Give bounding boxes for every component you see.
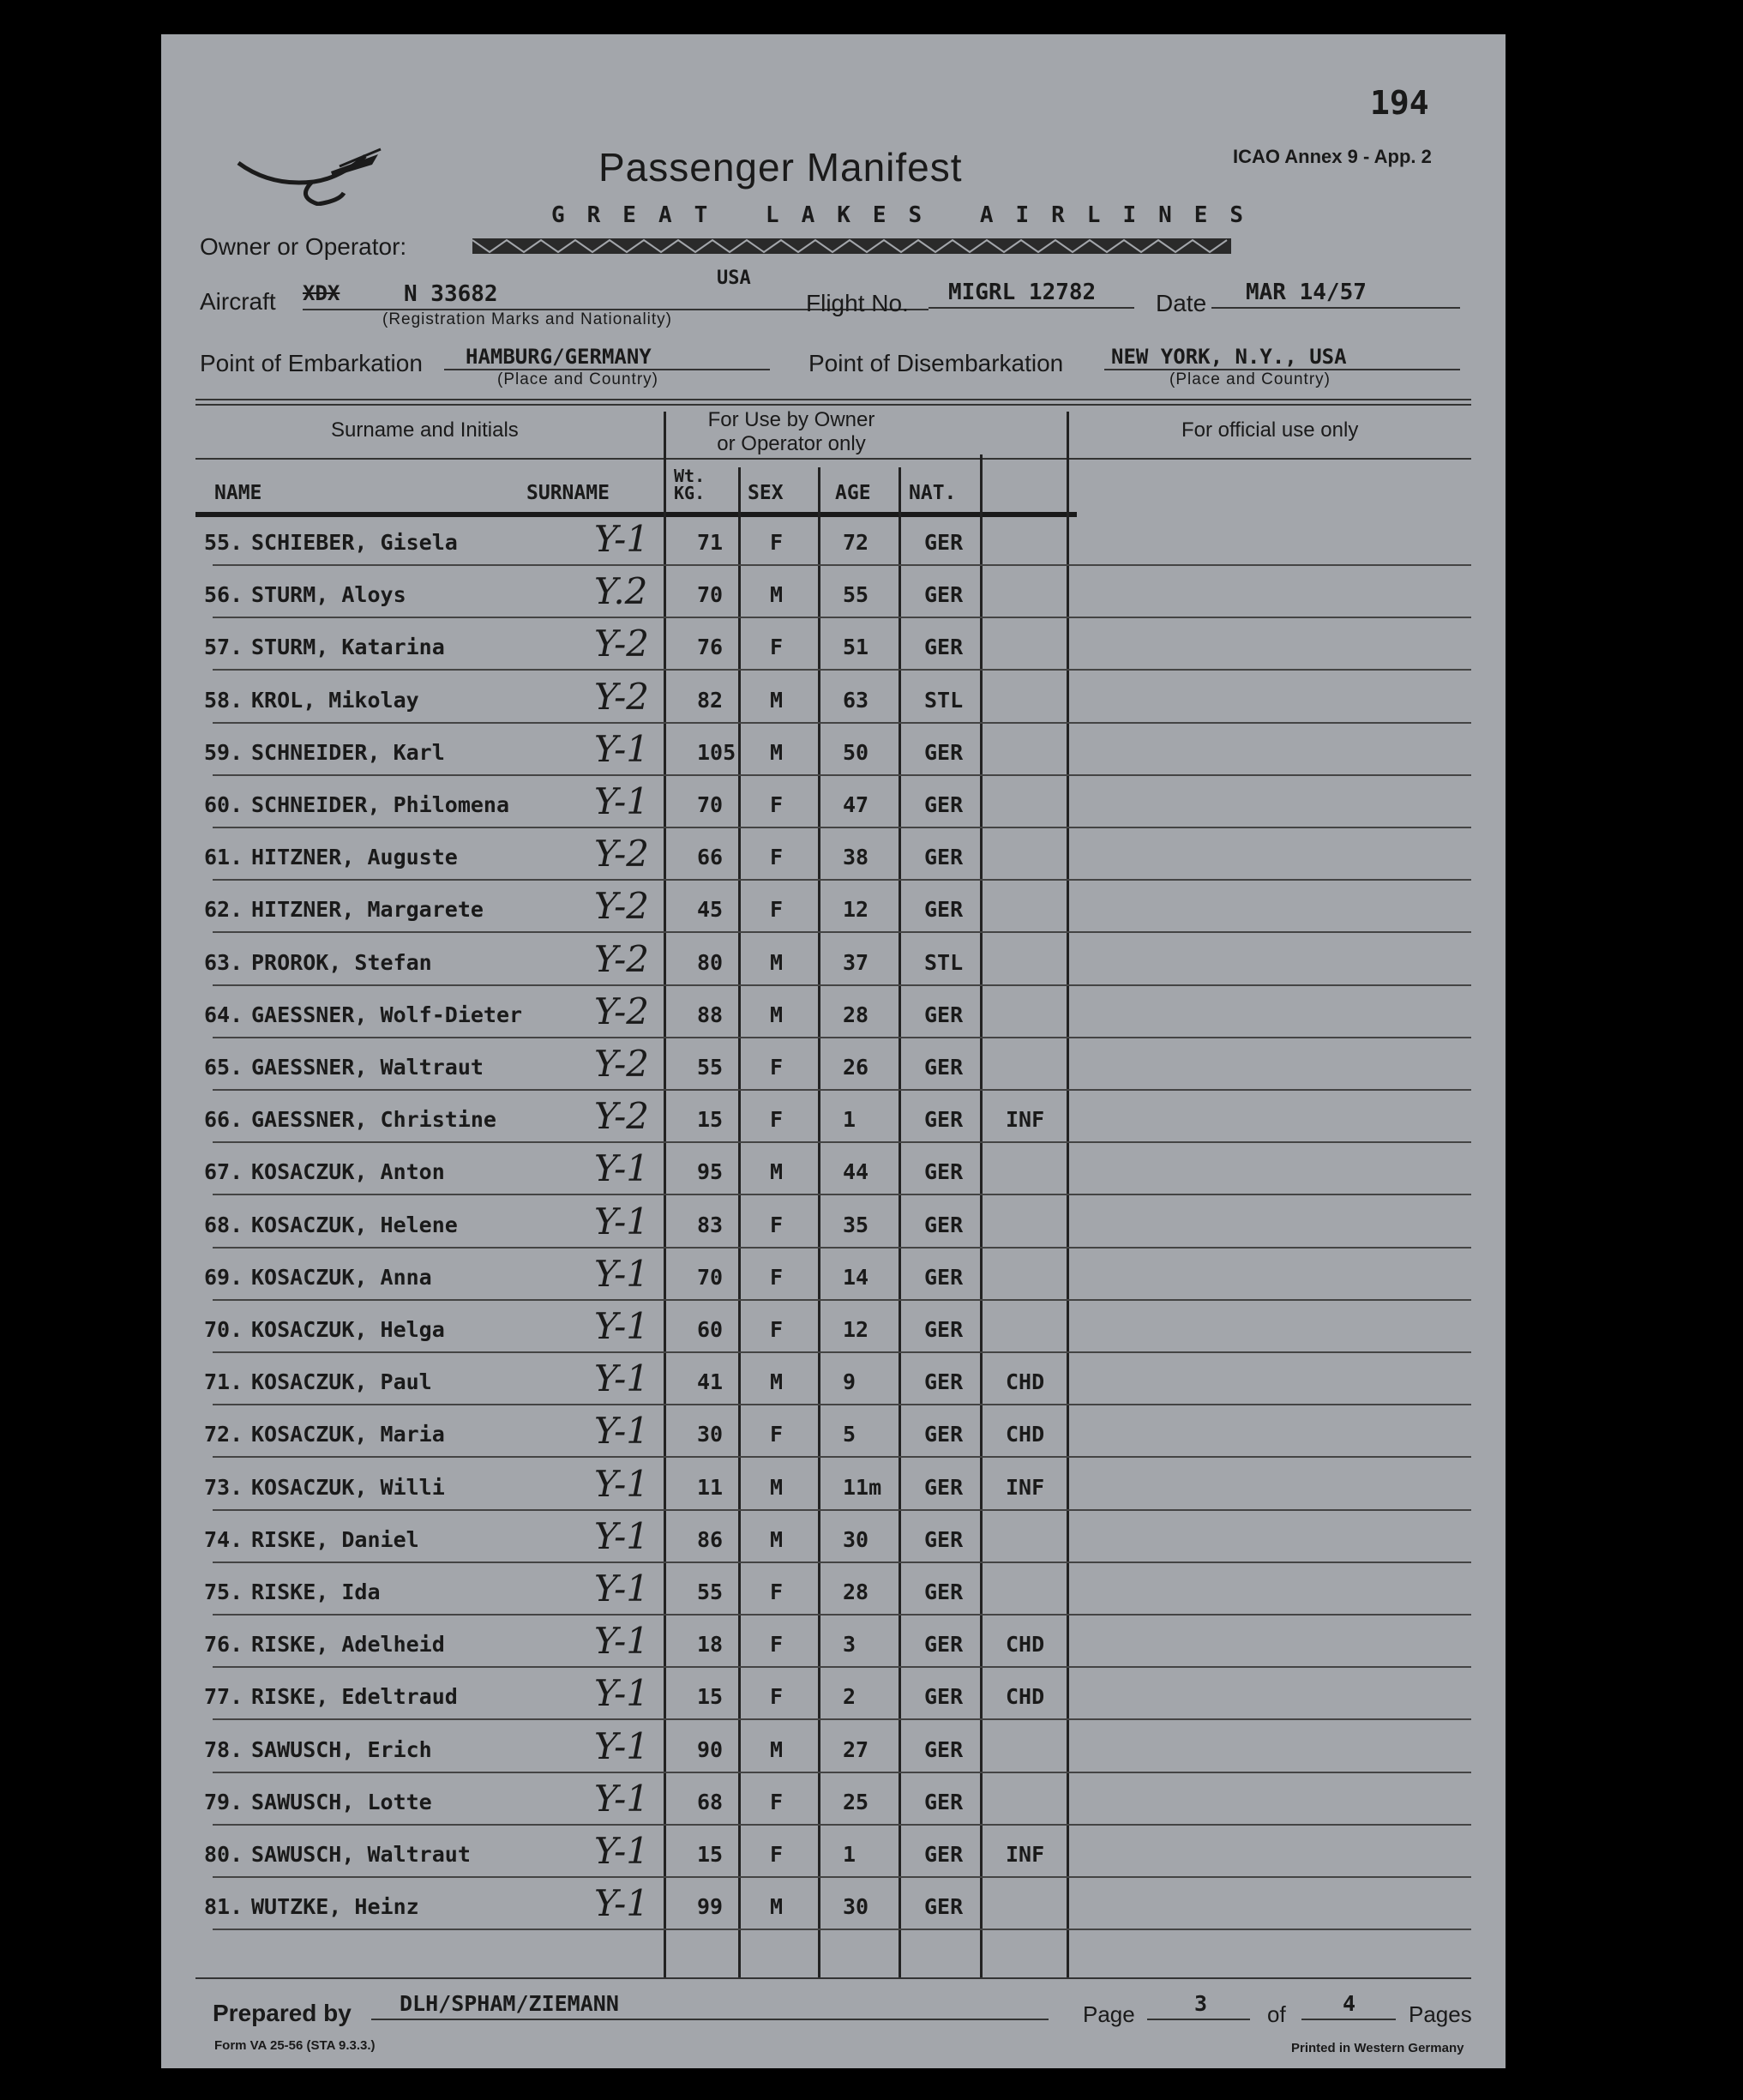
prepared-by-value: DLH/SPHAM/ZIEMANN xyxy=(400,1991,619,2016)
total-pages: 4 xyxy=(1343,1991,1356,2016)
weight-value: 90 xyxy=(697,1737,724,1762)
column-header-age: AGE xyxy=(835,482,871,504)
class-mark: Y-2 xyxy=(594,623,650,665)
of-label: of xyxy=(1267,2001,1286,2027)
nationality-value: GER xyxy=(924,1369,964,1394)
row-rule xyxy=(213,1509,1471,1511)
nationality-value: GER xyxy=(924,1317,964,1342)
class-mark: Y-2 xyxy=(594,676,650,718)
row-rule xyxy=(213,1141,1471,1143)
class-mark: Y.2 xyxy=(594,570,648,612)
row-number: 69. xyxy=(204,1265,243,1290)
passenger-name: HITZNER, Margarete xyxy=(251,897,484,922)
owner-label: Owner or Operator: xyxy=(200,233,407,260)
row-number: 65. xyxy=(204,1055,243,1080)
prepared-by-label: Prepared by xyxy=(213,2000,352,2026)
embarkation-caption: (Place and Country) xyxy=(497,370,658,388)
weight-value: 71 xyxy=(697,530,724,555)
weight-value: 15 xyxy=(697,1107,724,1132)
sex-value: F xyxy=(770,845,784,869)
nationality-value: GER xyxy=(924,1894,964,1919)
row-rule xyxy=(213,617,1471,618)
sex-value: F xyxy=(770,1842,784,1867)
note-value: CHD xyxy=(1006,1684,1045,1709)
row-number: 57. xyxy=(204,635,243,659)
row-number: 78. xyxy=(204,1737,243,1762)
class-mark: Y-2 xyxy=(594,1095,650,1137)
redacted-owner xyxy=(472,233,1231,259)
row-number: 80. xyxy=(204,1842,243,1867)
passenger-name: KOSACZUK, Paul xyxy=(251,1369,432,1394)
row-rule xyxy=(213,1351,1471,1353)
embarkation-label: Point of Embarkation xyxy=(200,350,423,376)
class-mark: Y-1 xyxy=(594,1830,650,1872)
disembarkation-value: NEW YORK, N.Y., USA xyxy=(1111,345,1347,369)
class-mark: Y-1 xyxy=(594,1778,650,1820)
passenger-name: KROL, Mikolay xyxy=(251,688,419,713)
nationality-value: GER xyxy=(924,845,964,869)
registration-value: N 33682 xyxy=(404,281,498,307)
flight-number: MIGRL 12782 xyxy=(948,280,1097,305)
sex-value: M xyxy=(770,1159,784,1184)
flight-date: MAR 14/57 xyxy=(1246,280,1367,305)
row-rule xyxy=(213,1772,1471,1773)
class-mark: Y-1 xyxy=(594,1253,650,1295)
sex-value: F xyxy=(770,1684,784,1709)
nationality-value: GER xyxy=(924,1580,964,1604)
row-number: 74. xyxy=(204,1527,243,1552)
weight-value: 45 xyxy=(697,897,724,922)
column-header-sex: SEX xyxy=(748,482,784,504)
age-value: 3 xyxy=(843,1632,856,1657)
weight-value: 70 xyxy=(697,582,724,607)
document-title: Passenger Manifest xyxy=(598,145,963,190)
row-number: 75. xyxy=(204,1580,243,1604)
group-header-owner-use: For Use by Owner or Operator only xyxy=(707,408,875,455)
sex-value: F xyxy=(770,1055,784,1080)
column-header-surname: SURNAME xyxy=(526,482,610,504)
sex-value: M xyxy=(770,1527,784,1552)
class-mark: Y-1 xyxy=(594,780,650,822)
nationality-value: GER xyxy=(924,1475,964,1500)
sex-value: F xyxy=(770,530,784,555)
weight-value: 68 xyxy=(697,1790,724,1814)
row-number: 55. xyxy=(204,530,243,555)
row-number: 59. xyxy=(204,740,243,765)
passenger-name: RISKE, Ida xyxy=(251,1580,381,1604)
class-mark: Y-1 xyxy=(594,518,650,560)
passenger-name: SCHNEIDER, Karl xyxy=(251,740,445,765)
weight-value: 99 xyxy=(697,1894,724,1919)
aircraft-prefix: XDX xyxy=(303,281,340,305)
row-rule xyxy=(213,1404,1471,1405)
weight-value: 80 xyxy=(697,950,724,975)
row-number: 56. xyxy=(204,582,243,607)
age-value: 1 xyxy=(843,1842,856,1867)
row-rule xyxy=(213,984,1471,986)
age-value: 30 xyxy=(843,1894,869,1919)
sex-value: M xyxy=(770,1475,784,1500)
row-number: 71. xyxy=(204,1369,243,1394)
nationality-value: GER xyxy=(924,792,964,817)
nationality-value: GER xyxy=(924,1684,964,1709)
column-header-name: NAME xyxy=(214,482,262,504)
sex-value: F xyxy=(770,1212,784,1237)
sex-value: F xyxy=(770,1107,784,1132)
row-rule xyxy=(213,1194,1471,1195)
passenger-name: KOSACZUK, Anna xyxy=(251,1265,432,1290)
age-value: 28 xyxy=(843,1580,869,1604)
passenger-name: RISKE, Adelheid xyxy=(251,1632,445,1657)
note-value: CHD xyxy=(1006,1422,1045,1447)
passenger-name: SAWUSCH, Erich xyxy=(251,1737,432,1762)
passenger-name: PROROK, Stefan xyxy=(251,950,432,975)
weight-value: 95 xyxy=(697,1159,724,1184)
sex-value: F xyxy=(770,635,784,659)
class-mark: Y-1 xyxy=(594,1410,650,1452)
passenger-name: SCHIEBER, Gisela xyxy=(251,530,458,555)
nationality-value: GER xyxy=(924,1107,964,1132)
note-value: CHD xyxy=(1006,1369,1045,1394)
row-rule xyxy=(213,1089,1471,1091)
passenger-name: GAESSNER, Christine xyxy=(251,1107,496,1132)
sex-value: M xyxy=(770,582,784,607)
weight-value: 83 xyxy=(697,1212,724,1237)
passenger-name: KOSACZUK, Anton xyxy=(251,1159,445,1184)
group-header-surname: Surname and Initials xyxy=(331,418,519,442)
nationality-value: GER xyxy=(924,1527,964,1552)
sex-value: M xyxy=(770,1894,784,1919)
row-rule xyxy=(213,722,1471,724)
sex-value: M xyxy=(770,950,784,975)
row-rule xyxy=(213,1037,1471,1038)
weight-value: 30 xyxy=(697,1422,724,1447)
row-rule xyxy=(213,879,1471,881)
class-mark: Y-2 xyxy=(594,990,650,1032)
class-mark: Y-1 xyxy=(594,1725,650,1767)
disembarkation-label: Point of Disembarkation xyxy=(808,350,1064,376)
nationality-value: GER xyxy=(924,1842,964,1867)
age-value: 28 xyxy=(843,1002,869,1027)
column-header-weight: Wt. KG. xyxy=(674,466,706,503)
registration-caption: (Registration Marks and Nationality) xyxy=(382,310,673,328)
age-value: 72 xyxy=(843,530,869,555)
weight-value: 60 xyxy=(697,1317,724,1342)
weight-value: 86 xyxy=(697,1527,724,1552)
class-mark: Y-1 xyxy=(594,1305,650,1347)
row-number: 61. xyxy=(204,845,243,869)
age-value: 14 xyxy=(843,1265,869,1290)
weight-value: 55 xyxy=(697,1580,724,1604)
weight-value: 18 xyxy=(697,1632,724,1657)
nationality-value: GER xyxy=(924,1212,964,1237)
passenger-name: SAWUSCH, Lotte xyxy=(251,1790,432,1814)
sex-value: F xyxy=(770,1422,784,1447)
nationality-value: GER xyxy=(924,1422,964,1447)
age-value: 47 xyxy=(843,792,869,817)
embarkation-value: HAMBURG/GERMANY xyxy=(466,345,652,369)
weight-value: 66 xyxy=(697,845,724,869)
age-value: 27 xyxy=(843,1737,869,1762)
nationality-value: GER xyxy=(924,897,964,922)
row-number: 67. xyxy=(204,1159,243,1184)
class-mark: Y-1 xyxy=(594,1672,650,1714)
age-value: 25 xyxy=(843,1790,869,1814)
age-value: 44 xyxy=(843,1159,869,1184)
weight-value: 11 xyxy=(697,1475,724,1500)
age-value: 37 xyxy=(843,950,869,975)
passenger-name: WUTZKE, Heinz xyxy=(251,1894,419,1919)
row-number: 58. xyxy=(204,688,243,713)
pages-label: Pages xyxy=(1409,2001,1472,2027)
row-number: 70. xyxy=(204,1317,243,1342)
nationality-value: GER xyxy=(924,740,964,765)
age-value: 12 xyxy=(843,1317,869,1342)
form-id: Form VA 25-56 (STA 9.3.3.) xyxy=(214,2038,376,2053)
row-rule xyxy=(213,1876,1471,1878)
row-number: 72. xyxy=(204,1422,243,1447)
weight-value: 70 xyxy=(697,792,724,817)
nationality-value: GER xyxy=(924,1790,964,1814)
class-mark: Y-2 xyxy=(594,938,650,980)
sex-value: F xyxy=(770,1632,784,1657)
row-number: 64. xyxy=(204,1002,243,1027)
sex-value: F xyxy=(770,1265,784,1290)
group-header-official: For official use only xyxy=(1181,418,1359,442)
date-label: Date xyxy=(1156,290,1207,316)
weight-value: 15 xyxy=(697,1684,724,1709)
passenger-name: SAWUSCH, Waltraut xyxy=(251,1842,471,1867)
passenger-name: KOSACZUK, Maria xyxy=(251,1422,445,1447)
age-value: 11m xyxy=(843,1475,882,1500)
sex-value: F xyxy=(770,1790,784,1814)
age-value: 9 xyxy=(843,1369,856,1394)
weight-value: 15 xyxy=(697,1842,724,1867)
age-value: 55 xyxy=(843,582,869,607)
age-value: 30 xyxy=(843,1527,869,1552)
row-rule xyxy=(213,1299,1471,1301)
row-number: 62. xyxy=(204,897,243,922)
row-rule xyxy=(213,1614,1471,1616)
row-rule xyxy=(213,669,1471,671)
passenger-name: RISKE, Daniel xyxy=(251,1527,419,1552)
row-number: 76. xyxy=(204,1632,243,1657)
nationality-value: GER xyxy=(924,635,964,659)
weight-value: 76 xyxy=(697,635,724,659)
nationality-value: USA xyxy=(717,268,751,289)
age-value: 50 xyxy=(843,740,869,765)
row-rule xyxy=(213,931,1471,933)
row-number: 63. xyxy=(204,950,243,975)
weight-value: 70 xyxy=(697,1265,724,1290)
class-mark: Y-1 xyxy=(594,1463,650,1505)
age-value: 51 xyxy=(843,635,869,659)
class-mark: Y-2 xyxy=(594,885,650,927)
row-number: 79. xyxy=(204,1790,243,1814)
passenger-name: HITZNER, Auguste xyxy=(251,845,458,869)
column-header-nationality: NAT. xyxy=(909,482,957,504)
note-value: INF xyxy=(1006,1842,1045,1867)
sex-value: F xyxy=(770,897,784,922)
class-mark: Y-1 xyxy=(594,1620,650,1662)
row-number: 60. xyxy=(204,792,243,817)
row-number: 77. xyxy=(204,1684,243,1709)
page-label: Page xyxy=(1083,2001,1135,2027)
class-mark: Y-1 xyxy=(594,728,650,770)
sex-value: M xyxy=(770,740,784,765)
nationality-value: GER xyxy=(924,582,964,607)
row-rule xyxy=(213,1718,1471,1720)
row-rule xyxy=(213,774,1471,776)
passenger-name: KOSACZUK, Willi xyxy=(251,1475,445,1500)
airline-name: GREAT LAKES AIRLINES xyxy=(551,202,1266,228)
page-number: 194 xyxy=(1370,84,1429,122)
age-value: 1 xyxy=(843,1107,856,1132)
row-number: 73. xyxy=(204,1475,243,1500)
row-rule xyxy=(213,1561,1471,1563)
passenger-name: SCHNEIDER, Philomena xyxy=(251,792,510,817)
sex-value: F xyxy=(770,792,784,817)
class-mark: Y-2 xyxy=(594,833,650,875)
page-value: 3 xyxy=(1194,1991,1208,2016)
crane-logo-icon xyxy=(237,146,382,206)
row-rule xyxy=(213,1824,1471,1826)
sex-value: M xyxy=(770,1002,784,1027)
class-mark: Y-2 xyxy=(594,1043,650,1085)
passenger-name: GAESSNER, Wolf-Dieter xyxy=(251,1002,523,1027)
passenger-name: KOSACZUK, Helene xyxy=(251,1212,458,1237)
nationality-value: GER xyxy=(924,1265,964,1290)
weight-value: 105 xyxy=(697,740,736,765)
note-value: INF xyxy=(1006,1107,1045,1132)
nationality-value: STL xyxy=(924,950,964,975)
sex-value: M xyxy=(770,688,784,713)
age-value: 35 xyxy=(843,1212,869,1237)
passenger-name: GAESSNER, Waltraut xyxy=(251,1055,484,1080)
nationality-value: GER xyxy=(924,530,964,555)
weight-value: 88 xyxy=(697,1002,724,1027)
row-number: 68. xyxy=(204,1212,243,1237)
passenger-name: KOSACZUK, Helga xyxy=(251,1317,445,1342)
row-rule xyxy=(213,827,1471,828)
passenger-name: RISKE, Edeltraud xyxy=(251,1684,458,1709)
flight-label: Flight No. xyxy=(806,290,909,316)
sex-value: M xyxy=(770,1369,784,1394)
passenger-name: STURM, Aloys xyxy=(251,582,406,607)
nationality-value: GER xyxy=(924,1055,964,1080)
weight-value: 82 xyxy=(697,688,724,713)
age-value: 26 xyxy=(843,1055,869,1080)
passenger-name: STURM, Katarina xyxy=(251,635,445,659)
row-rule xyxy=(213,1247,1471,1249)
disembarkation-caption: (Place and Country) xyxy=(1169,370,1331,388)
row-rule xyxy=(213,1456,1471,1458)
sex-value: F xyxy=(770,1317,784,1342)
row-rule xyxy=(213,1929,1471,1930)
age-value: 5 xyxy=(843,1422,856,1447)
icao-reference: ICAO Annex 9 - App. 2 xyxy=(1233,146,1432,167)
row-rule xyxy=(213,564,1471,566)
aircraft-label: Aircraft xyxy=(200,288,276,315)
note-value: CHD xyxy=(1006,1632,1045,1657)
weight-value: 41 xyxy=(697,1369,724,1394)
class-mark: Y-1 xyxy=(594,1147,650,1189)
sex-value: M xyxy=(770,1737,784,1762)
class-mark: Y-1 xyxy=(594,1357,650,1399)
nationality-value: GER xyxy=(924,1159,964,1184)
nationality-value: GER xyxy=(924,1737,964,1762)
sex-value: F xyxy=(770,1580,784,1604)
age-value: 63 xyxy=(843,688,869,713)
printed-in: Printed in Western Germany xyxy=(1291,2041,1464,2055)
nationality-value: STL xyxy=(924,688,964,713)
class-mark: Y-1 xyxy=(594,1882,650,1924)
age-value: 12 xyxy=(843,897,869,922)
row-number: 81. xyxy=(204,1894,243,1919)
note-value: INF xyxy=(1006,1475,1045,1500)
class-mark: Y-1 xyxy=(594,1515,650,1557)
age-value: 38 xyxy=(843,845,869,869)
class-mark: Y-1 xyxy=(594,1200,650,1243)
row-rule xyxy=(213,1666,1471,1668)
manifest-page xyxy=(161,34,1506,2068)
nationality-value: GER xyxy=(924,1002,964,1027)
age-value: 2 xyxy=(843,1684,856,1709)
nationality-value: GER xyxy=(924,1632,964,1657)
class-mark: Y-1 xyxy=(594,1567,650,1610)
weight-value: 55 xyxy=(697,1055,724,1080)
row-number: 66. xyxy=(204,1107,243,1132)
